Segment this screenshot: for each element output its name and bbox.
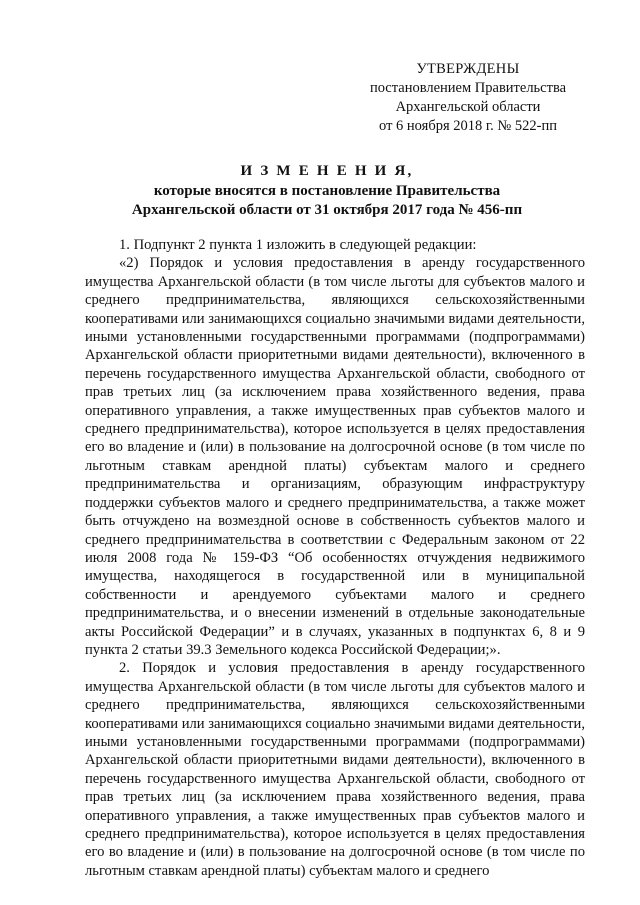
document-title-block [85,162,569,221]
approval-heading: УТВЕРЖДЕНЫ [416,61,520,77]
paragraph-2: «2) Порядок и условия предоставления в аренду государственного имущества Архангельской области (в том числе льготы для субъектов малого и среднего предпринимательства, являющихся сельскохозяйственными кооперативами или занимающихся социально значимыми видами деятельности, иными установленными государственными программами (подпрограммами) Архангельской области приоритетными видами деятельности), включенного в перечень государственного имущества Архангельской области, свободного от прав третьих лиц (за исключением права хозяйственного ведения, права оперативного управления, а также имущественных прав субъектов малого и среднего предпринимательства), которое используется в целях предоставления его во владение и (или) в пользование на долгосрочной основе (в том числе по льготным ставкам арендной платы) субъектам малого и среднего предпринимательства и организациям, образующим инфраструктуру поддержки субъектов малого и среднего предпринимательства, а также может быть отчуждено на возмездной основе в собственность субъектов малого и среднего предпринимательства в соответствии с Федеральным законом от 22 июля 2008 года № 159-ФЗ “Об особенностях отчуждения недвижимого имущества, находящегося в государственной или в муниципальной собственности и арендуемого субъектами малого и среднего предпринимательства, и о внесении изменений в отдельные законодательные акты Российской Федерации” и в случаях, указанных в подпунктах 6, 8 и 9 пункта 2 статьи 39.3 Земельного кодекса Российской Федерации;». [85,255,585,658]
approval-line-2: Архангельской области [395,99,541,115]
approval-line-3: от 6 ноября 2018 г. № 522-пп [379,118,557,134]
document-subtitle-line-1: которые вносятся в постановление Правительства [153,182,501,199]
document-body [85,236,585,880]
paragraph-3: 2. Порядок и условия предоставления в аренду государственного имущества Архангельской области (в том числе льготы для субъектов малого и среднего предпринимательства, являющихся сельскохозяйственными кооперативами или занимающихся социально значимыми видами деятельности, иными установленными государственными программами (подпрограммами) Архангельской области приоритетными видами деятельности), включенного в перечень государственного имущества Архангельской области, свободного от прав третьих лиц (за исключением права хозяйственного ведения, права оперативного управления, а также имущественных прав субъектов малого и среднего предпринимательства), которое используется в целях предоставления его во владение и (или) в пользование на долгосрочной основе (в том числе по льготным ставкам арендной платы) субъектам малого и среднего [85,660,585,879]
paragraph-1: 1. Подпункт 2 пункта 1 изложить в следующей редакции: [119,237,477,253]
document-subtitle-line-2: Архангельской области от 31 октября 2017 года № 456-пп [131,202,523,218]
approval-line-1: постановлением Правительства [369,80,567,96]
document-title: И З М Е Н Е Н И Я, [240,163,414,179]
approval-stamp-block [358,60,578,136]
